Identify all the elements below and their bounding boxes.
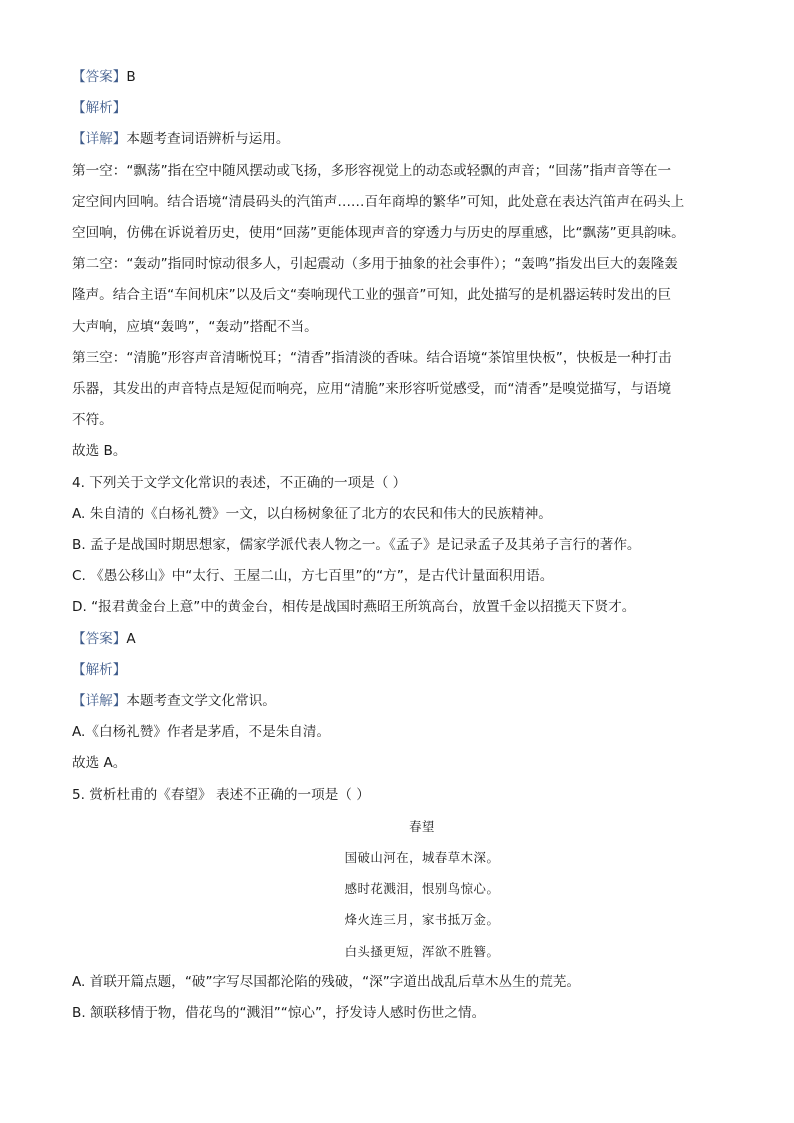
q3-answer-line: [72, 62, 728, 93]
q4-answer-line: [72, 624, 728, 655]
analysis-tag: 【解析】: [72, 100, 127, 117]
q4-option-c: C. 《愚公移山》中“太行、王屋二山，方七百里”的“方”，是古代计量面积用语。: [72, 568, 554, 585]
poem-title: 春望: [409, 818, 435, 834]
q3-text-line: 第三空：“清脆”形容声音清晰悦耳；“清香”指清淡的香味。结合语境“茶馆里快板”，快板是一种打击: [72, 349, 672, 366]
q3-text-line: 空回响，仿佛在诉说着历史，使用“回荡”更能体现声音的穿透力与历史的厚重感，比“飘荡”更具韵味。: [72, 225, 685, 242]
q4-option-a: A. 朱自清的《白杨礼赞》一文，以白杨树象征了北方的农民和伟大的民族精神。: [72, 505, 552, 522]
q3-text-line: 第一空：“飘荡”指在空中随风摆动或飞扬，多形容视觉上的动态或轻飘的声音；“回荡”指声音等在一: [72, 162, 672, 179]
q4-conclusion: 故选 A。: [72, 755, 127, 772]
q3-text-line: 不符。: [72, 412, 113, 429]
document-page: [72, 62, 728, 1029]
poem-line: 烽火连三月，家书抵万金。: [344, 912, 500, 928]
analysis-tag: 【解析】: [72, 661, 127, 678]
answer-tag: 【答案】: [72, 630, 127, 647]
detail-tag: 【详解】: [72, 131, 127, 148]
q4-detail-line: [72, 686, 728, 717]
q4-text-line: A.《白杨礼赞》作者是茅盾，不是朱自清。: [72, 724, 331, 741]
q3-detail-line: [72, 124, 728, 155]
q4-option-b: B. 孟子是战国时期思想家，儒家学派代表人物之一。《孟子》是记录孟子及其弟子言行的著作。: [72, 537, 641, 554]
q5-stem: 5. 赏析杜甫的《春望》 表述不正确的一项是（ ）: [72, 786, 370, 803]
q4-stem: 4. 下列关于文学文化常识的表述，不正确的一项是（ ）: [72, 474, 407, 491]
q3-text-line: 大声响，应填“轰鸣”，“轰动”搭配不当。: [72, 318, 318, 335]
poem-line: 感时花溅泪，恨别鸟惊心。: [344, 881, 500, 897]
answer-tag: 【答案】: [72, 69, 127, 85]
q4-option-d: D. “报君黄金台上意”中的黄金台，相传是战国时燕昭王所筑高台，放置千金以招揽天下贤才。: [72, 599, 636, 616]
q4-analysis-line: [72, 655, 728, 686]
detail-text: 本题考查词语辨析与运用。: [126, 131, 290, 148]
q5-option-a: A. 首联开篇点题，“破”字写尽国都沦陷的残破，“深”字道出战乱后草木丛生的荒芜。: [72, 973, 581, 990]
answer-value: A: [126, 630, 136, 647]
q5-option-b: B. 颔联移情于物，借花鸟的“溅泪”“惊心”，抒发诗人感时伤世之情。: [72, 1005, 486, 1022]
poem-line: 国破山河在，城春草木深。: [344, 850, 500, 866]
answer-value: B: [126, 69, 136, 85]
q3-conclusion: 故选 B。: [72, 443, 127, 460]
q3-text-line: 第二空：“轰动”指同时惊动很多人，引起震动（多用于抽象的社会事件）；“轰鸣”指发出巨大的轰隆轰: [72, 256, 678, 273]
q3-text-line: 隆声。结合主语“车间机床”以及后文“奏响现代工业的强音”可知，此处描写的是机器运转时发出的巨: [72, 287, 672, 304]
detail-tag: 【详解】: [72, 693, 127, 710]
detail-text: 本题考查文学文化常识。: [126, 693, 276, 710]
q3-analysis-line: [72, 93, 728, 124]
q3-text-line: 乐器，其发出的声音特点是短促而响亮，应用“清脆”来形容听觉感受，而“清香”是嗅觉描写，与语境: [72, 381, 672, 398]
q3-text-line: 定空间内回响。结合语境“清晨码头的汽笛声……百年商埠的繁华”可知，此处意在表达汽笛声在码头上: [72, 193, 685, 210]
poem-line: 白头搔更短，浑欲不胜簪。: [344, 943, 500, 959]
